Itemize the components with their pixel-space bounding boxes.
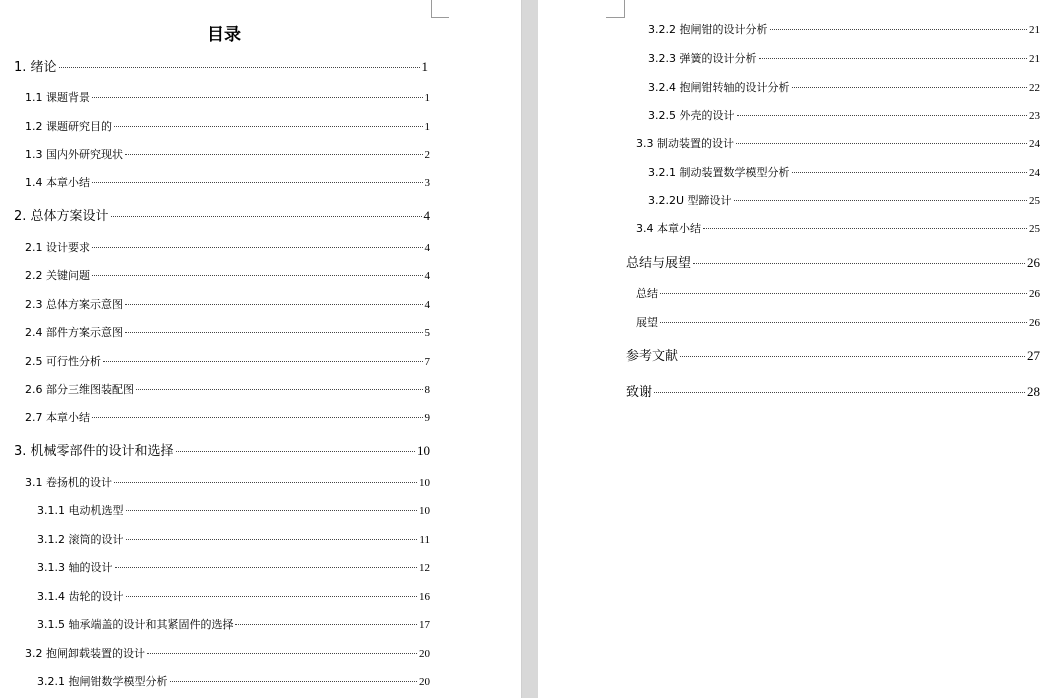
toc-entry-page-number: 8: [424, 384, 430, 396]
toc-entry[interactable]: [37, 502, 430, 516]
toc-dot-leader: [114, 482, 417, 483]
document-page-right: [538, 0, 1060, 698]
toc-entry-page-number: 4: [424, 299, 430, 311]
toc-entry-label: 3.2 抱闸卸载装置的设计: [25, 647, 145, 660]
toc-entry-page-number: 24: [1029, 167, 1040, 179]
toc-entry[interactable]: [648, 164, 1040, 178]
toc-dot-leader: [136, 389, 423, 390]
toc-entry-page-number: 20: [419, 648, 430, 660]
toc-entry-label: 3.2.1 制动装置数学模型分析: [648, 166, 790, 179]
toc-entry[interactable]: [25, 645, 430, 659]
toc-entry-page-number: 1: [424, 92, 430, 104]
toc-entry-label: 展望: [636, 316, 658, 329]
toc-entry-label: 致谢: [626, 385, 653, 400]
toc-entry[interactable]: [626, 381, 1040, 400]
toc-dot-leader: [680, 356, 1025, 357]
toc-dot-leader: [92, 417, 423, 418]
toc-dot-leader: [125, 332, 423, 333]
toc-dot-leader: [125, 154, 423, 155]
toc-entry[interactable]: [636, 285, 1040, 299]
toc-entry[interactable]: [648, 50, 1040, 64]
toc-entry[interactable]: [25, 353, 430, 367]
toc-entry[interactable]: [37, 616, 430, 630]
toc-entry-label: 2.6 部分三维图装配图: [25, 383, 134, 396]
toc-entry-page-number: 21: [1029, 24, 1040, 36]
toc-entry-page-number: 1: [424, 121, 430, 133]
toc-entry-label: 2. 总体方案设计: [14, 209, 109, 224]
toc-entry-label: 3.1.1 电动机选型: [37, 504, 124, 517]
toc-entry-page-number: 25: [1029, 195, 1040, 207]
toc-entry[interactable]: [648, 79, 1040, 93]
toc-dot-leader: [235, 624, 417, 625]
crop-mark: [431, 17, 449, 18]
toc-dot-leader: [103, 361, 423, 362]
toc-dot-leader: [176, 451, 415, 452]
toc-entry[interactable]: [14, 205, 430, 224]
toc-dot-leader: [92, 97, 423, 98]
toc-entry[interactable]: [25, 324, 430, 338]
toc-dot-leader: [792, 87, 1028, 88]
toc-entry-label: 3.2.4 抱闸钳转轴的设计分析: [648, 81, 790, 94]
toc-dot-leader: [703, 228, 1027, 229]
toc-entry[interactable]: [25, 239, 430, 253]
toc-dot-leader: [92, 182, 423, 183]
toc-entry-page-number: 10: [417, 443, 430, 458]
page-gap: [521, 0, 539, 698]
toc-entry-page-number: 17: [419, 619, 430, 631]
toc-entry-page-number: 3: [424, 177, 430, 189]
toc-entry-label: 2.5 可行性分析: [25, 355, 101, 368]
toc-entry-label: 3.2.5 外壳的设计: [648, 109, 735, 122]
toc-dot-leader: [792, 172, 1028, 173]
toc-entry-page-number: 4: [424, 270, 430, 282]
toc-dot-leader: [147, 653, 417, 654]
toc-dot-leader: [115, 567, 418, 568]
toc-entry-page-number: 21: [1029, 53, 1040, 65]
toc-entry[interactable]: [648, 192, 1040, 206]
toc-entry-label: 2.4 部件方案示意图: [25, 326, 123, 339]
toc-title: 目录: [207, 25, 241, 45]
toc-dot-leader: [759, 58, 1028, 59]
toc-entry-page-number: 4: [424, 242, 430, 254]
crop-mark: [624, 0, 625, 18]
toc-entry[interactable]: [636, 135, 1040, 149]
toc-entry-page-number: 16: [419, 591, 430, 603]
toc-entry[interactable]: [648, 107, 1040, 121]
toc-entry-label: 3.1.4 齿轮的设计: [37, 590, 124, 603]
toc-entry-label: 3.1.2 滚筒的设计: [37, 533, 124, 546]
toc-entry-label: 2.7 本章小结: [25, 411, 90, 424]
toc-entry-label: 3.1 卷扬机的设计: [25, 476, 112, 489]
toc-entry-label: 3. 机械零部件的设计和选择: [14, 444, 174, 459]
toc-entry-label: 3.2.3 弹簧的设计分析: [648, 52, 757, 65]
toc-entry-page-number: 28: [1027, 384, 1040, 399]
toc-entry-page-number: 11: [419, 534, 430, 546]
toc-dot-leader: [693, 263, 1025, 264]
toc-entry-label: 1.3 国内外研究现状: [25, 148, 123, 161]
toc-entry-page-number: 24: [1029, 138, 1040, 150]
toc-entry[interactable]: [25, 267, 430, 281]
toc-dot-leader: [770, 29, 1028, 30]
toc-entry-page-number: 22: [1029, 82, 1040, 94]
document-page-left: [0, 0, 521, 698]
toc-entry-label: 总结: [636, 287, 658, 300]
toc-entry-page-number: 26: [1029, 288, 1040, 300]
toc-entry[interactable]: [14, 440, 430, 459]
toc-entry[interactable]: [25, 296, 430, 310]
toc-entry-page-number: 23: [1029, 110, 1040, 122]
toc-entry[interactable]: [25, 174, 430, 188]
toc-dot-leader: [126, 539, 418, 540]
toc-entry[interactable]: [25, 381, 430, 395]
toc-entry-page-number: 9: [424, 412, 430, 424]
toc-entry-label: 2.2 关键问题: [25, 269, 90, 282]
toc-entry[interactable]: [25, 146, 430, 160]
toc-dot-leader: [111, 216, 422, 217]
toc-entry-label: 1.4 本章小结: [25, 176, 90, 189]
crop-mark: [431, 0, 432, 18]
toc-dot-leader: [734, 200, 1027, 201]
toc-entry-label: 1.2 课题研究目的: [25, 120, 112, 133]
toc-entry-label: 3.1.5 轴承端盖的设计和其紧固件的选择: [37, 618, 234, 631]
toc-entry-page-number: 10: [419, 477, 430, 489]
toc-entry[interactable]: [648, 21, 1040, 35]
toc-entry-label: 3.4 本章小结: [636, 222, 701, 235]
toc-entry-page-number: 2: [424, 149, 430, 161]
toc-entry-label: 1. 绪论: [14, 60, 57, 75]
toc-entry-page-number: 20: [419, 676, 430, 688]
toc-entry-page-number: 26: [1029, 317, 1040, 329]
toc-entry-page-number: 7: [424, 356, 430, 368]
toc-entry[interactable]: [25, 118, 430, 132]
toc-entry-page-number: 12: [419, 562, 430, 574]
toc-entry-label: 2.1 设计要求: [25, 241, 90, 254]
toc-entry-page-number: 4: [423, 208, 430, 223]
toc-entry-label: 3.3 制动装置的设计: [636, 137, 734, 150]
toc-entry[interactable]: [25, 474, 430, 488]
toc-dot-leader: [114, 126, 423, 127]
toc-dot-leader: [92, 247, 423, 248]
toc-dot-leader: [737, 115, 1028, 116]
toc-entry-label: 3.2.1 抱闸钳数学模型分析: [37, 675, 168, 688]
toc-dot-leader: [125, 304, 423, 305]
toc-entry-label: 2.3 总体方案示意图: [25, 298, 123, 311]
toc-entry-label: 1.1 课题背景: [25, 91, 90, 104]
toc-entry-page-number: 10: [419, 505, 430, 517]
toc-dot-leader: [59, 67, 420, 68]
toc-dot-leader: [126, 510, 418, 511]
toc-entry-page-number: 27: [1027, 348, 1040, 363]
toc-entry-label: 3.2.2U 型蹄设计: [648, 194, 732, 207]
toc-dot-leader: [170, 681, 418, 682]
toc-entry[interactable]: [37, 531, 430, 545]
toc-entry-page-number: 25: [1029, 223, 1040, 235]
toc-entry[interactable]: [636, 314, 1040, 328]
toc-entry-page-number: 1: [421, 59, 428, 74]
toc-entry[interactable]: [14, 56, 428, 75]
toc-entry-page-number: 26: [1027, 255, 1040, 270]
toc-dot-leader: [660, 293, 1027, 294]
toc-dot-leader: [654, 392, 1025, 393]
toc-entry[interactable]: [37, 559, 430, 573]
toc-entry[interactable]: [636, 220, 1040, 234]
toc-entry-label: 参考文献: [626, 349, 679, 364]
toc-dot-leader: [92, 275, 423, 276]
crop-mark: [606, 17, 624, 18]
toc-entry[interactable]: [25, 409, 430, 423]
toc-entry-label: 3.1.3 轴的设计: [37, 561, 113, 574]
toc-dot-leader: [660, 322, 1027, 323]
toc-dot-leader: [126, 596, 418, 597]
toc-entry[interactable]: [626, 252, 1040, 271]
toc-entry-page-number: 5: [424, 327, 430, 339]
toc-entry[interactable]: [37, 673, 430, 687]
toc-entry-label: 3.2.2 抱闸钳的设计分析: [648, 23, 768, 36]
toc-entry-label: 总结与展望: [626, 256, 692, 271]
toc-dot-leader: [736, 143, 1027, 144]
toc-entry[interactable]: [37, 588, 430, 602]
toc-entry[interactable]: [626, 345, 1040, 364]
toc-entry[interactable]: [25, 89, 430, 103]
